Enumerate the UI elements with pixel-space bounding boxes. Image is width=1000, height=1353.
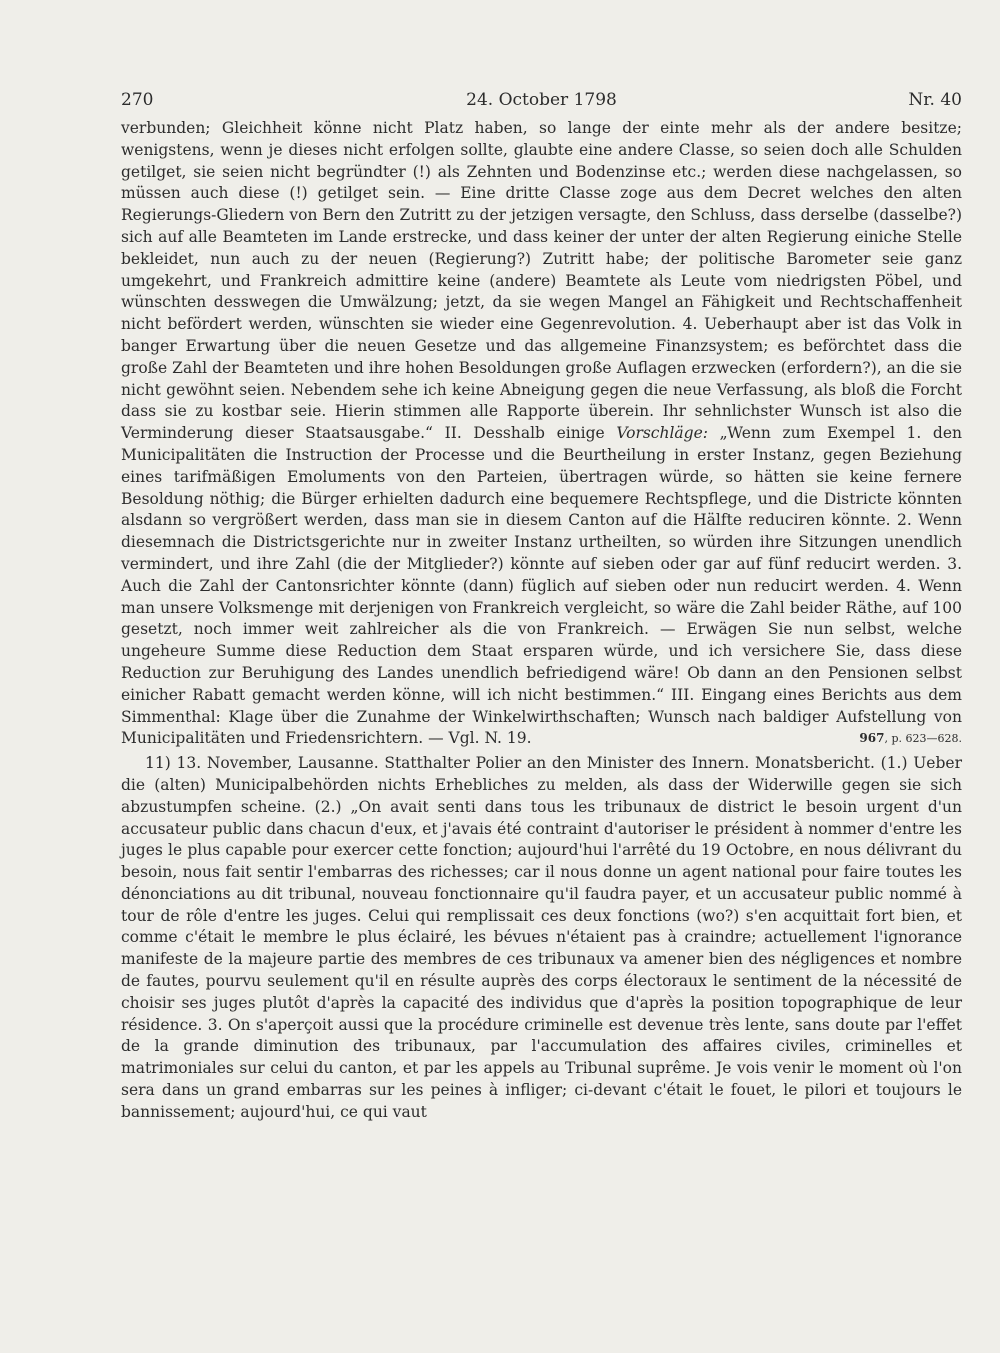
paragraph-1-continuation: „Wenn zum Exempel 1. den Municipalitäten die Instruction der Processe und die Beurtheilung in erster Instanz, gegen Beziehung eines tarifmäßigen Emoluments von den Parteien, übertragen würde, so hätten sie keine fernere Besoldung nöthig; die Bürger erhielten dadurch eine bequemere Rechtspflege, und die Districte könnten alsdann so vergrößert werden, dass man sie in diesem Canton auf die Hälfte reduciren könnte. 2. Wenn diesemnach die Districtsgerichte nur in zweiter Instanz urtheilten, so würden ihre Sitzungen unendlich vermindert, und ihre Zahl (die der Mitglieder?) könnte auf sieben oder gar auf fünf reducirt werden. 3. Auch die Zahl der Cantonsrichter könnte (dann) füglich auf sieben oder nun reducirt werden. 4. Wenn man unsere Volksmenge mit derjenigen von Frankreich vergleicht, so wäre die Zahl beider Räthe, auf 100 gesetzt, noch immer weit zahlreicher als die von Frankreich. — Erwägen Sie nun selbst, welche ungeheure Summe diese Reduction dem Staat ersparen würde, und ich versichere Sie, dass diese Reduction zur Beruhigung des Landes unendlich befriedigend wäre! Ob dann an den Pensionen selbst einicher Rabatt gemacht werden könne, will ich nicht bestimmen.“ III. Eingang eines Berichts aus dem Simmenthal: Klage über die Zunahme der Winkelwirthschaften; Wunsch nach baldiger Aufstellung von Municipalitäten und Friedensrichtern. — Vgl. N. 19. bbox=[121, 424, 962, 748]
paragraph-1-text: verbunden; Gleichheit könne nicht Platz haben, so lange der einte mehr als der andere besitze; wenigstens, wenn je dieses nicht erfolgen sollte, glaubte eine andere Classe, so seien doch alle Schulden getilget, sie seien nicht begründter (!) als Zehnten und Bodenzinse etc.; werden diese nachgelassen, so müssen auch diese (!) getilget sein. — Eine dritte Classe zoge aus dem Decret welches den alten Regierungs-Gliedern von Bern den Zutritt zu der jetzigen versagte, den Schluss, dass derselbe (dasselbe?) sich auf alle Beamteten im Lande erstrecke, und dass keiner der unter der alten Regierung einiche Stelle bekleidet, nun auch zu der neuen (Regierung?) Zutritt habe; der politische Barometer seie ganz umgekehrt, und Frankreich admittire keine (andere) Beamtete als Leute vom niedrigsten Pöbel, und wünschten desswegen die Umwälzung; jetzt, da sie wegen Mangel an Fähigkeit und Rechtschaffenheit nicht befördert werden, wünschten sie wieder eine Gegenrevolution. 4. Ueberhaupt aber ist das Volk in banger Erwartung über die neuen Gesetze und das allgemeine Finanzsystem; es beförchtet dass die große Zahl der Beamteten und ihre hohen Besoldungen große Auflagen erzwecken (erfordern?), an die sie nicht gewöhnt seien. Nebendem sehe ich keine Abneigung gegen die neue Verfassung, als bloß die Forcht dass sie zu kostbar seie. Hierin stimmen alle Rapporte überein. Ihr sehnlichster Wunsch ist also die Verminderung dieser Staatsausgabe.“ II. Desshalb einige bbox=[121, 119, 962, 443]
main-text bbox=[121, 118, 962, 1124]
page-number: 270 bbox=[121, 90, 154, 110]
paragraph-2 bbox=[121, 753, 962, 1124]
source-reference bbox=[859, 728, 962, 750]
running-header bbox=[121, 86, 962, 114]
italic-phrase: Vorschläge: bbox=[616, 424, 708, 443]
header-number: Nr. 40 bbox=[908, 90, 962, 110]
header-date: 24. October 1798 bbox=[466, 90, 617, 110]
paragraph-1 bbox=[121, 118, 962, 750]
paragraph-2-text: 11) 13. November, Lausanne. Statthalter Polier an den Minister des Innern. Monatsbericht. (1.) Ueber die (alten) Municipalbehörden nichts Erhebliches zu melden, als dass der Widerwille gegen sie sich abzustumpfen scheine. (2.) „On avait senti dans tous les tribunaux de district le besoin urgent d'un accusateur public dans chacun d'eux, et j'avais été contraint d'autoriser le président à nommer d'entre les juges le plus capable pour exercer cette fonction; aujourd'hui l'arrêté du 19 Octobre, en nous délivrant du besoin, nous fait sentir l'embarras des richesses; car il nous donne un agent national pour faire toutes les dénonciations au dit tribunal, nouveau fonctionnaire qu'il faudra payer, et un accusateur public nommé à tour de rôle d'entre les juges. Celui qui remplissait ces deux fonctions (wo?) s'en acquittait fort bien, et comme c'était le membre le plus éclairé, les bévues n'étaient pas à craindre; actuellement l'ignorance manifeste de la majeure partie des membres de ces tribunaux va amener bien des négligences et nombre de fautes, pourvu seulement qu'il en résulte auprès des corps électoraux le sentiment de la nécessité de choisir ses juges plutôt d'après la capacité des individus que d'après la position topographique de leur résidence. 3. On s'aperçoit aussi que la procédure criminelle est devenue très lente, sans doute par l'effet de la grande diminution des tribunaux, par l'accumulation des affaires civiles, criminelles et matrimoniales sur celui du canton, et par les appels au Tribunal suprême. Je vois venir le moment où l'on sera dans un grand embarras sur les peines à infliger; ci-devant c'était le fouet, le pilori et toujours le bannissement; aujourd'hui, ce qui vaut bbox=[121, 754, 962, 1121]
reference-pages: , p. 623—628. bbox=[884, 732, 962, 746]
reference-number: 967 bbox=[859, 731, 885, 746]
